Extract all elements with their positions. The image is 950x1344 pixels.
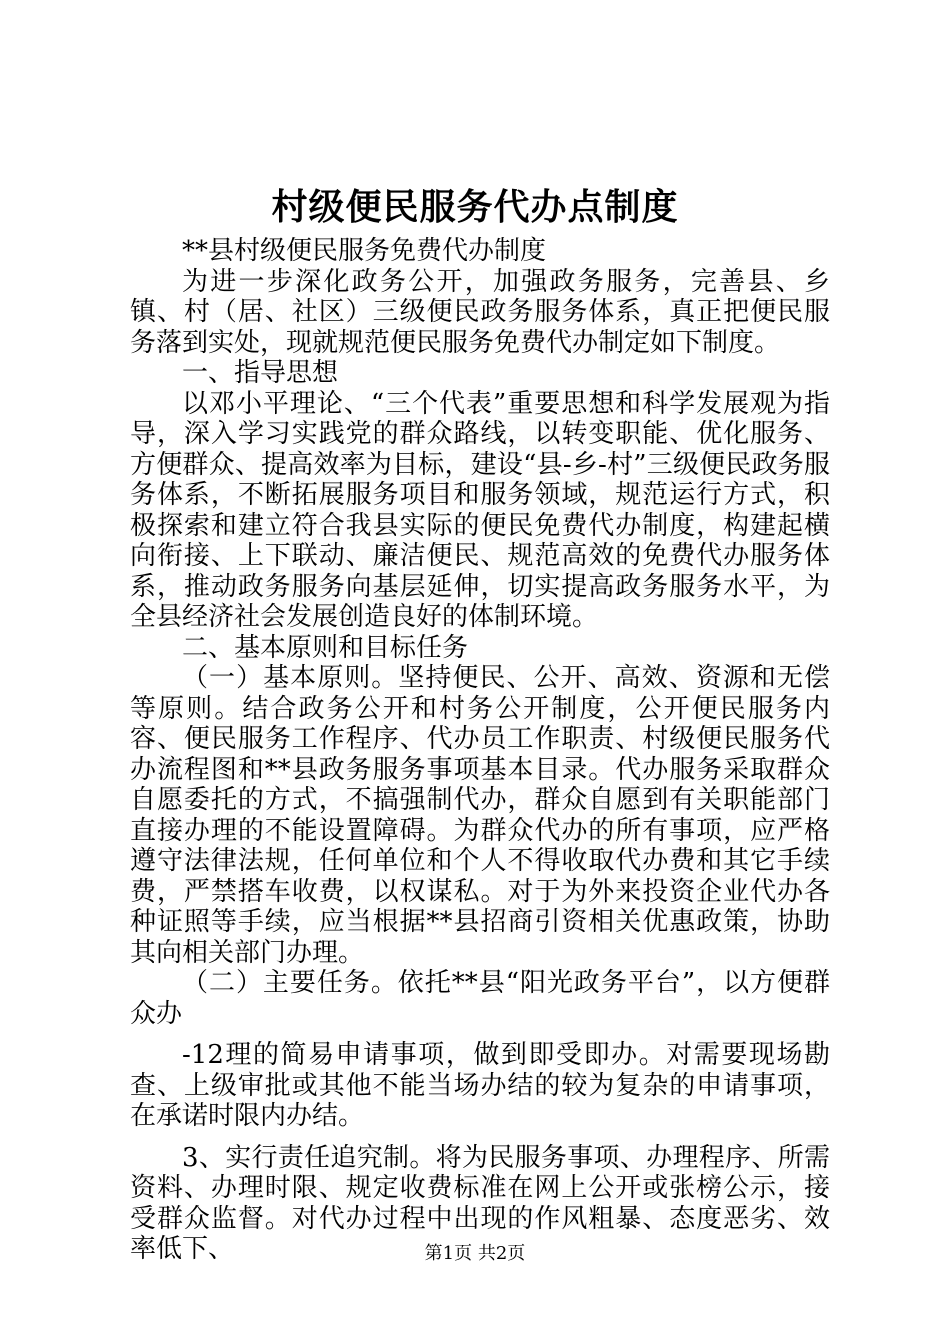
continuation-paragraph: -12理的简易申请事项，做到即受即办。对需要现场勘查、上级审批或其他不能当场办结的较为复杂的申请事项，在承诺时限内办结。 [130, 1040, 830, 1131]
section-heading-principles: 二、基本原则和目标任务 [182, 632, 469, 663]
document-body [130, 236, 830, 1265]
main-tasks-paragraph: （二）主要任务。依托**县“阳光政务平台”，以方便群众办 [130, 968, 830, 1029]
basic-principles-paragraph: （一）基本原则。坚持便民、公开、高效、资源和无偿等原则。结合政务公开和村务公开制度，公开便民服务内容、便民服务工作程序、代办员工作职责、村级便民服务代办流程图和**县政务服务事项基本目录。代办服务采取群众自愿委托的方式，不搞强制代办，群众自愿到有关职能部门直接办理的不能设置障碍。为群众代办的所有事项，应严格遵守法律法规，任何单位和个人不得收取代办费和其它手续费，严禁搭车收费，以权谋私。对于为外来投资企业代办各种证照等手续，应当根据**县招商引资相关优惠政策，协助其向相关部门办理。 [130, 663, 830, 968]
section-heading-guiding-ideology: 一、指导思想 [182, 358, 339, 388]
intro-paragraph: 为进一步深化政务公开，加强政务服务，完善县、乡镇、村（居、社区）三级便民政务服务体系，真正把便民服务落到实处，现就规范便民服务免费代办制定如下制度。 [130, 266, 830, 358]
guiding-ideology-paragraph: 以邓小平理论、“三个代表”重要思想和科学发展观为指导，深入学习实践党的群众路线，以转变职能、优化服务、方便群众、提高效率为目标，建设“县-乡-村”三级便民政务服务体系，不断拓展服务项目和服务领域，规范运行方式，积极探索和建立符合我县实际的便民免费代办制度，构建起横向衔接、上下联动、廉洁便民、规范高效的免费代办服务体系，推动政务服务向基层延伸，切实提高政务服务水平，为全县经济社会发展创造良好的体制环境。 [130, 388, 830, 632]
document-title: 村级便民服务代办点制度 [271, 186, 679, 228]
subtitle-paragraph: **县村级便民服务免费代办制度 [182, 236, 547, 266]
accountability-paragraph: 3、实行责任追究制。将为民服务事项、办理程序、所需资料、办理时限、规定收费标准在网上公开或张榜公示，接受群众监督。对代办过程中出现的作风粗暴、态度恶劣、效率低下、 [130, 1142, 830, 1264]
page-footer: 第1页 共2页 [424, 1243, 526, 1264]
